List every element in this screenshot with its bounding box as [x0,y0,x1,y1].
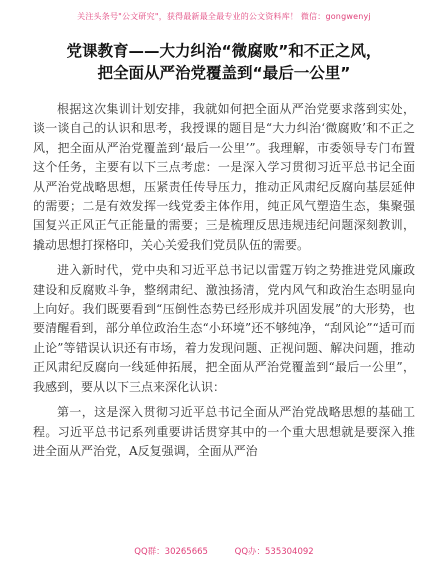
document-title [40,40,408,84]
footer-qq: QQ办：535304092 [234,547,314,557]
paragraph: 第一，这是深入贯彻习近平总书记全面从严治党战略思想的基础工程。习近平总书记系列重要讲话贯穿其中的一个重大思想就是要深入推进全面从严治党，A反复强调，全面从严治 [33,405,415,458]
paragraph: 进入新时代，党中央和习近平总书记以雷霆万钧之势推进党风廉政建设和反腐败斗争，整纲肃纪、激浊扬清，党内风气和政治生态明显向上向好。我们既要看到“压倒性态势已经形成并巩固发展”的大形势，也要清醒看到，部分单位政治生态“小环境”还不够纯净，“刮风论”“适可而止论”等错误认识还有市场，着力发现问题、正视问题、解决问题，推动正风肃纪反腐向一线延伸拓展，把全面从严治党覆盖到“最后一公里”，我感到，要从以下三点来深化认识： [33,263,415,394]
paragraph: 根据这次集训计划安排，我就如何把全面从严治党要求落到实处，谈一谈自己的认识和思考，我授课的题目是“大力纠治‘微腐败’和不正之风，把全面从严治党覆盖到‘最后一公里’”。我理解，市委领导专门布置这个任务，主要有以下三点考虑：一是深入学习贯彻习近平总书记全面从严治党战略思想，压紧责任传导压力，推动正风肃纪反腐向基层延伸的需要；二是有效发挥一线党委主体作用，纯正风气塑造生态，集聚强国复兴正风正气正能量的需要；三是梳理反思违规违纪问题深刻教训，撬动思想打探格印，关心关爱我们党员队伍的需要。 [33,102,415,252]
top-banner: 关注头条号"公文研究"，获得最新最全最专业的公文资料库！ 微信：gongwenyj [77,12,371,21]
title-line-1: 党课教育——大力纠治“微腐败”和不正之风， [66,42,382,60]
document-body [33,100,415,467]
footer-qq-group: QQ群：30265665 [134,547,208,557]
footer [0,545,448,557]
title-line-2: 把全面从严治党覆盖到“最后一公里” [97,64,351,82]
